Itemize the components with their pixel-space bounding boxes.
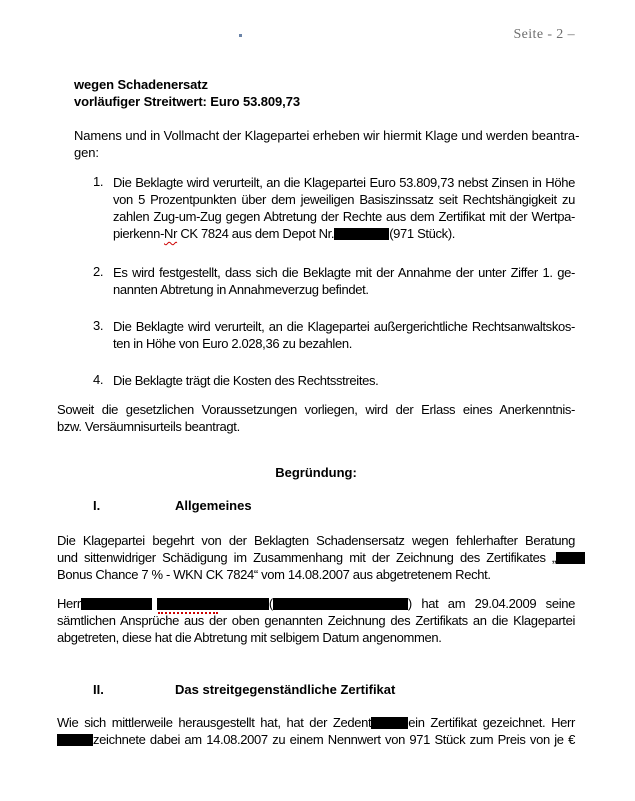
paragraph-line: von 5 Prozentpunkten über dem jeweiligen Basiszinssatz seit Rechtshängigkeit zu	[113, 192, 575, 207]
claim-text	[113, 264, 575, 298]
redaction-bar	[81, 598, 152, 610]
section-heading-1	[93, 497, 635, 514]
spellcheck-underline: Nr	[164, 226, 178, 241]
paragraph-line: bzw. Versäumnisurteils beantragt.	[57, 419, 240, 434]
text-segment: und sittenwidriger Schädigung im Zusammenhang mit der Zeichnung des Zertifikates „	[57, 550, 556, 565]
redaction-bar	[273, 598, 408, 610]
paragraph-line: sämtlichen Ansprüche aus der oben genannten Zeichnung des Zertifikats an die Klagepartei	[57, 613, 575, 628]
text-segment: )	[407, 596, 412, 611]
claim-text	[113, 372, 575, 389]
section-title: Allgemeines	[175, 498, 252, 513]
claim-item-2	[93, 264, 575, 298]
streitwert-line: vorläufiger Streitwert: Euro 53.809,73	[74, 94, 300, 109]
paragraph-line: Bonus Chance 7 % - WKN CK 7824“ vom 14.08.2007 aus abgetretenem Recht.	[57, 567, 491, 582]
section-number: I.	[93, 498, 101, 513]
paragraph-line: gen:	[74, 145, 99, 160]
spellcheck-underline	[158, 612, 218, 614]
paragraph-line	[57, 731, 575, 748]
claim-number: 3.	[93, 318, 104, 333]
assignment-paragraph	[57, 595, 575, 646]
page-number: Seite - 2 –	[513, 27, 575, 42]
claim-number: 4.	[93, 372, 104, 387]
text-segment: CK 7824 aus dem Depot Nr.	[177, 226, 335, 241]
certificate-paragraph	[57, 714, 575, 748]
section-title: Das streitgegenständliche Zertifikat	[175, 682, 396, 697]
paragraph-line	[57, 549, 575, 566]
closing-paragraph	[57, 401, 575, 435]
section-number: II.	[93, 682, 104, 697]
claim-number: 1.	[93, 174, 104, 189]
paragraph-line: Die Beklagte wird verurteilt, an die Klagepartei Euro 53.809,73 nebst Zinsen in Höhe	[113, 175, 575, 190]
text-segment: ein Zertifikat gezeichnet. Herr	[408, 715, 575, 730]
redaction-bar	[556, 552, 585, 564]
paragraph-line	[57, 595, 575, 612]
redaction-bar	[157, 598, 269, 610]
paragraph-line: Es wird festgestellt, dass sich die Beklagte mit der Annahme der unter Ziffer 1. ge-	[113, 265, 575, 280]
text-segment: (971 Stück).	[389, 226, 456, 241]
paragraph-line: zahlen Zug-um-Zug gegen Abtretung der Rechte aus dem Zertifikat mit der Wertpa-	[113, 209, 575, 224]
claim-item-3	[93, 318, 575, 352]
text-segment: pierkenn-	[113, 226, 165, 241]
claim-item-1	[93, 174, 575, 242]
subject-block	[74, 76, 575, 110]
paragraph-line: Die Beklagte trägt die Kosten des Rechtsstreites.	[113, 373, 379, 388]
text-segment: (	[268, 596, 273, 611]
claim-number: 2.	[93, 264, 104, 279]
paragraph-line: abgetreten, diese hat die Abtretung mit selbigem Datum angenommen.	[57, 630, 442, 645]
paragraph-line	[57, 714, 575, 731]
claim-text	[113, 318, 575, 352]
paragraph-line: Die Beklagte wird verurteilt, an die Klagepartei außergerichtliche Rechtsanwaltskos-	[113, 319, 575, 334]
paragraph-line: ten in Höhe von Euro 2.028,36 zu bezahlen.	[113, 336, 352, 351]
claim-item-4	[93, 372, 575, 389]
reasoning-heading: Begründung:	[275, 465, 357, 480]
paragraph-line: nannten Abtretung in Annahmeverzug befindet.	[113, 282, 369, 297]
ink-speck	[239, 34, 242, 37]
text-segment: Wie sich mittlerweile herausgestellt hat, hat der Zedent	[57, 715, 372, 730]
text-segment: hat am 29.04.2009 seine	[411, 596, 575, 611]
paragraph-line: Soweit die gesetzlichen Voraussetzungen vorliegen, wird der Erlass eines Anerkenntnis-	[57, 402, 575, 417]
section-heading-2	[93, 681, 635, 698]
redaction-bar	[334, 228, 389, 240]
subject-line: wegen Schadenersatz	[74, 77, 208, 92]
text-segment: zeichnete dabei am 14.08.2007 zu einem Nennwert von 971 Stück zum Preis von je €	[93, 732, 575, 747]
intro-paragraph	[74, 127, 580, 161]
redaction-bar	[57, 734, 93, 746]
paragraph-line: Die Klagepartei begehrt von der Beklagten Schadensersatz wegen fehlerhafter Beratung	[57, 533, 575, 548]
paragraph-line: Namens und in Vollmacht der Klagepartei erheben wir hiermit Klage und werden beantra-	[74, 128, 580, 143]
general-paragraph	[57, 532, 575, 583]
claim-text	[113, 174, 575, 242]
paragraph-line	[113, 225, 575, 242]
text-segment: Herr	[57, 596, 81, 611]
redaction-bar	[371, 717, 408, 729]
